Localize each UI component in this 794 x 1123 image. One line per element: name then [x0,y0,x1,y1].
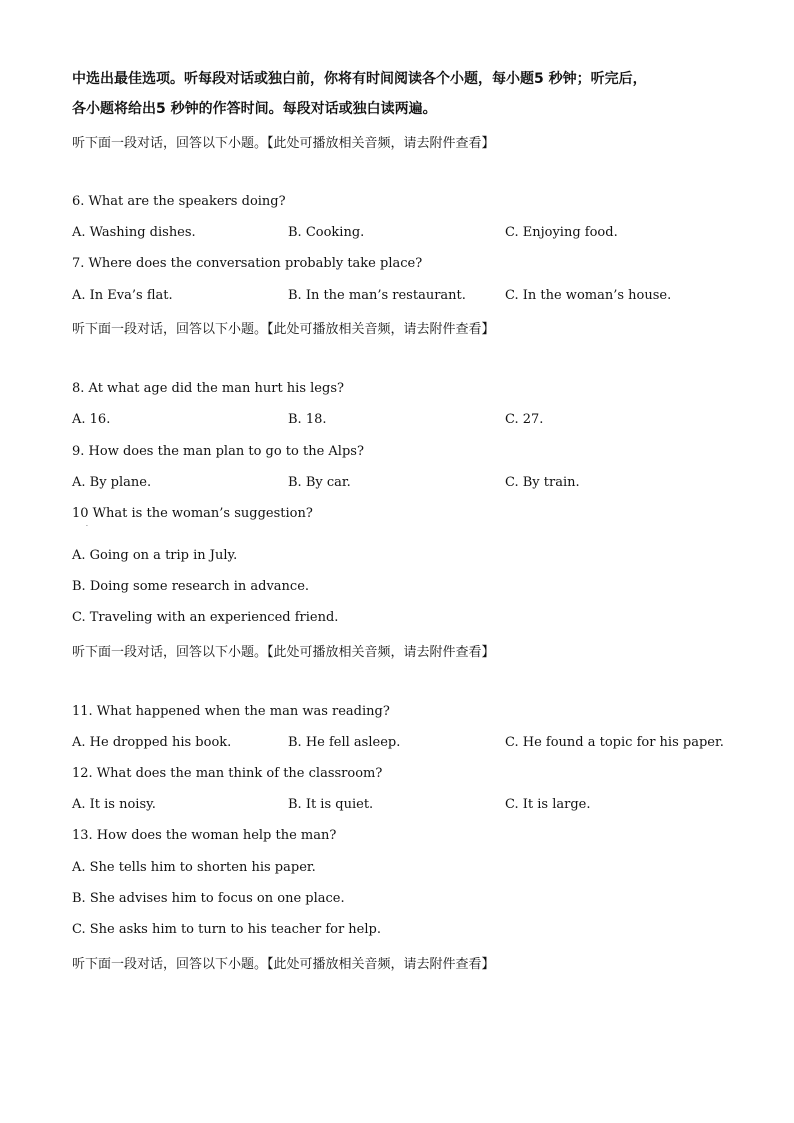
question-stem-11: 11. What happened when the man was reading? [72,704,390,719]
stray-dot-mark: · [86,523,88,530]
option-8a: A. 16. [72,412,111,427]
option-8c: C. 27. [505,412,544,427]
option-13c: C. She asks him to turn to his teacher for help. [72,922,381,937]
option-7b: B. In the man’s restaurant. [288,288,466,303]
section-prompt-4: 听下面一段对话，回答以下小题。【此处可播放相关音频，请去附件查看】 [72,957,495,972]
option-9b: B. By car. [288,475,351,490]
option-7a: A. In Eva’s flat. [72,288,173,303]
question-stem-6: 6. What are the speakers doing? [72,194,286,209]
option-8b: B. 18. [288,412,327,427]
question-stem-13: 13. How does the woman help the man? [72,828,337,843]
question-stem-8: 8. At what age did the man hurt his legs? [72,381,344,396]
option-11c: C. He found a topic for his paper. [505,735,724,750]
option-6b: B. Cooking. [288,225,365,240]
option-6c: C. Enjoying food. [505,225,618,240]
question-stem-10: 10 What is the woman’s suggestion? [72,506,313,521]
option-9a: A. By plane. [72,475,152,490]
option-12a: A. It is noisy. [72,797,156,812]
option-13b: B. She advises him to focus on one place. [72,891,345,906]
option-10b: B. Doing some research in advance. [72,579,310,594]
question-stem-12: 12. What does the man think of the classroom? [72,766,383,781]
section-prompt-2: 听下面一段对话，回答以下小题。【此处可播放相关音频，请去附件查看】 [72,322,495,337]
option-12c: C. It is large. [505,797,591,812]
option-12b: B. It is quiet. [288,797,374,812]
instructions-line-2: 各小题将给出5 秒钟的作答时间。每段对话或独白读两遍。 [72,101,437,117]
option-13a: A. She tells him to shorten his paper. [72,860,316,875]
question-stem-9: 9. How does the man plan to go to the Alps? [72,444,364,459]
option-10c: C. Traveling with an experienced friend. [72,610,339,625]
question-stem-7: 7. Where does the conversation probably take place? [72,256,423,271]
section-prompt-1: 听下面一段对话，回答以下小题。【此处可播放相关音频，请去附件查看】 [72,136,495,151]
option-6a: A. Washing dishes. [72,225,196,240]
option-9c: C. By train. [505,475,580,490]
section-prompt-3: 听下面一段对话，回答以下小题。【此处可播放相关音频，请去附件查看】 [72,645,495,660]
option-11b: B. He fell asleep. [288,735,401,750]
option-10a: A. Going on a trip in July. [72,548,238,563]
option-11a: A. He dropped his book. [72,735,232,750]
instructions-line-1: 中选出最佳选项。听每段对话或独白前，你将有时间阅读各个小题，每小题5 秒钟；听完后， [72,71,647,87]
option-7c: C. In the woman’s house. [505,288,672,303]
